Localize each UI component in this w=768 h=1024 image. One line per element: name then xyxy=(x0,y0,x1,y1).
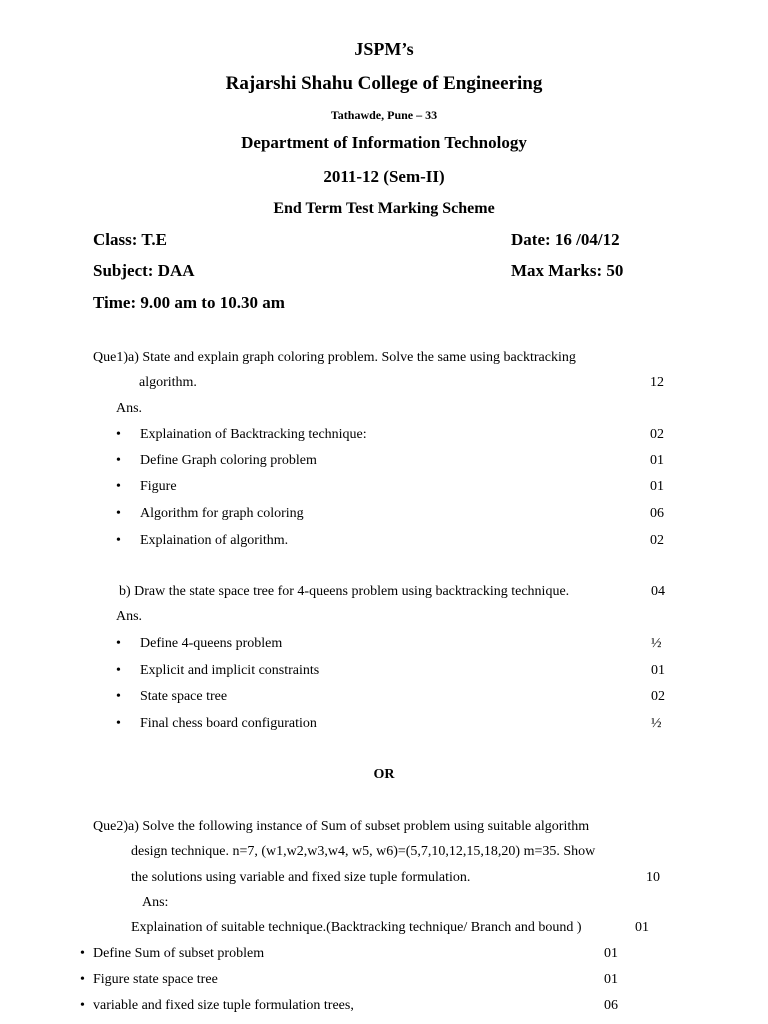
list-item-marks: 06 xyxy=(650,506,664,521)
bullet-icon: • xyxy=(80,946,85,961)
academic-year: 2011-12 (Sem-II) xyxy=(323,167,445,186)
bullet-icon: • xyxy=(116,636,121,651)
list-item: State space tree xyxy=(140,689,228,704)
list-item: Explaination of Backtracking technique: xyxy=(140,427,367,442)
list-item-marks: 02 xyxy=(650,533,664,548)
list-item-marks: 01 xyxy=(651,663,665,678)
list-item: Define 4-queens problem xyxy=(140,636,283,651)
list-item-marks: 01 xyxy=(604,972,618,987)
q2a-line1: Que2)a) Solve the following instance of Sum of subset problem using suitable algorithm xyxy=(93,819,590,834)
bullet-icon: • xyxy=(116,663,121,678)
list-item: Algorithm for graph coloring xyxy=(140,506,304,521)
q1b-line1: b) Draw the state space tree for 4-queens problem using backtracking technique. xyxy=(119,584,570,599)
subject-label: Subject: DAA xyxy=(93,261,195,280)
q1a-line2: algorithm. xyxy=(139,375,197,390)
list-item-marks: 01 xyxy=(604,946,618,961)
list-item: Final chess board configuration xyxy=(140,716,317,731)
bullet-icon: • xyxy=(116,427,121,442)
bullet-icon: • xyxy=(116,533,121,548)
date-label: Date: 16 /04/12 xyxy=(511,230,620,249)
time-label: Time: 9.00 am to 10.30 am xyxy=(93,293,285,312)
department-name: Department of Information Technology xyxy=(241,133,527,152)
list-item: Explicit and implicit constraints xyxy=(140,663,320,678)
list-item-marks: ½ xyxy=(651,636,662,651)
q1a-line1: Que1)a) State and explain graph coloring problem. Solve the same using backtracking xyxy=(93,350,576,365)
bullet-icon: • xyxy=(116,453,121,468)
bullet-icon: • xyxy=(80,972,85,987)
list-item-marks: ½ xyxy=(651,716,662,731)
bullet-icon: • xyxy=(116,716,121,731)
q1b-ans: Ans. xyxy=(116,609,143,624)
college-name: Rajarshi Shahu College of Engineering xyxy=(225,73,543,94)
list-item-marks: 02 xyxy=(650,427,664,442)
list-item-marks: 01 xyxy=(650,479,664,494)
list-item: Define Graph coloring problem xyxy=(140,453,317,468)
list-item: Explaination of algorithm. xyxy=(140,533,289,548)
list-item: Figure xyxy=(140,479,177,494)
college-address: Tathawde, Pune – 33 xyxy=(330,108,438,122)
q2a-line3: the solutions using variable and fixed size tuple formulation. xyxy=(131,870,471,885)
or-separator: OR xyxy=(373,767,395,782)
q1b-marks: 04 xyxy=(651,584,665,599)
list-item-marks: 06 xyxy=(604,998,618,1013)
max-marks-label: Max Marks: 50 xyxy=(511,261,624,280)
org-name: JSPM’s xyxy=(354,39,414,59)
class-label: Class: T.E xyxy=(93,230,168,249)
q1a-ans: Ans. xyxy=(116,401,143,416)
q2a-explain-marks: 01 xyxy=(635,920,649,935)
q1a-marks: 12 xyxy=(650,375,664,390)
bullet-icon: • xyxy=(116,479,121,494)
list-item: Define Sum of subset problem xyxy=(93,946,265,961)
q2a-line2: design technique. n=7, (w1,w2,w3,w4, w5, w6)=(5,7,10,12,15,18,20) m=35. Show xyxy=(131,844,596,859)
doc-title: End Term Test Marking Scheme xyxy=(273,200,495,217)
bullet-icon: • xyxy=(116,689,121,704)
q2a-explain: Explaination of suitable technique.(Backtracking technique/ Branch and bound ) xyxy=(131,920,582,935)
bullet-icon: • xyxy=(80,998,85,1013)
list-item-marks: 02 xyxy=(651,689,665,704)
q2a-marks: 10 xyxy=(646,870,660,885)
q2a-ans: Ans: xyxy=(142,895,169,910)
list-item: variable and fixed size tuple formulation trees, xyxy=(93,998,354,1013)
list-item-marks: 01 xyxy=(650,453,664,468)
bullet-icon: • xyxy=(116,506,121,521)
list-item: Figure state space tree xyxy=(93,972,218,987)
